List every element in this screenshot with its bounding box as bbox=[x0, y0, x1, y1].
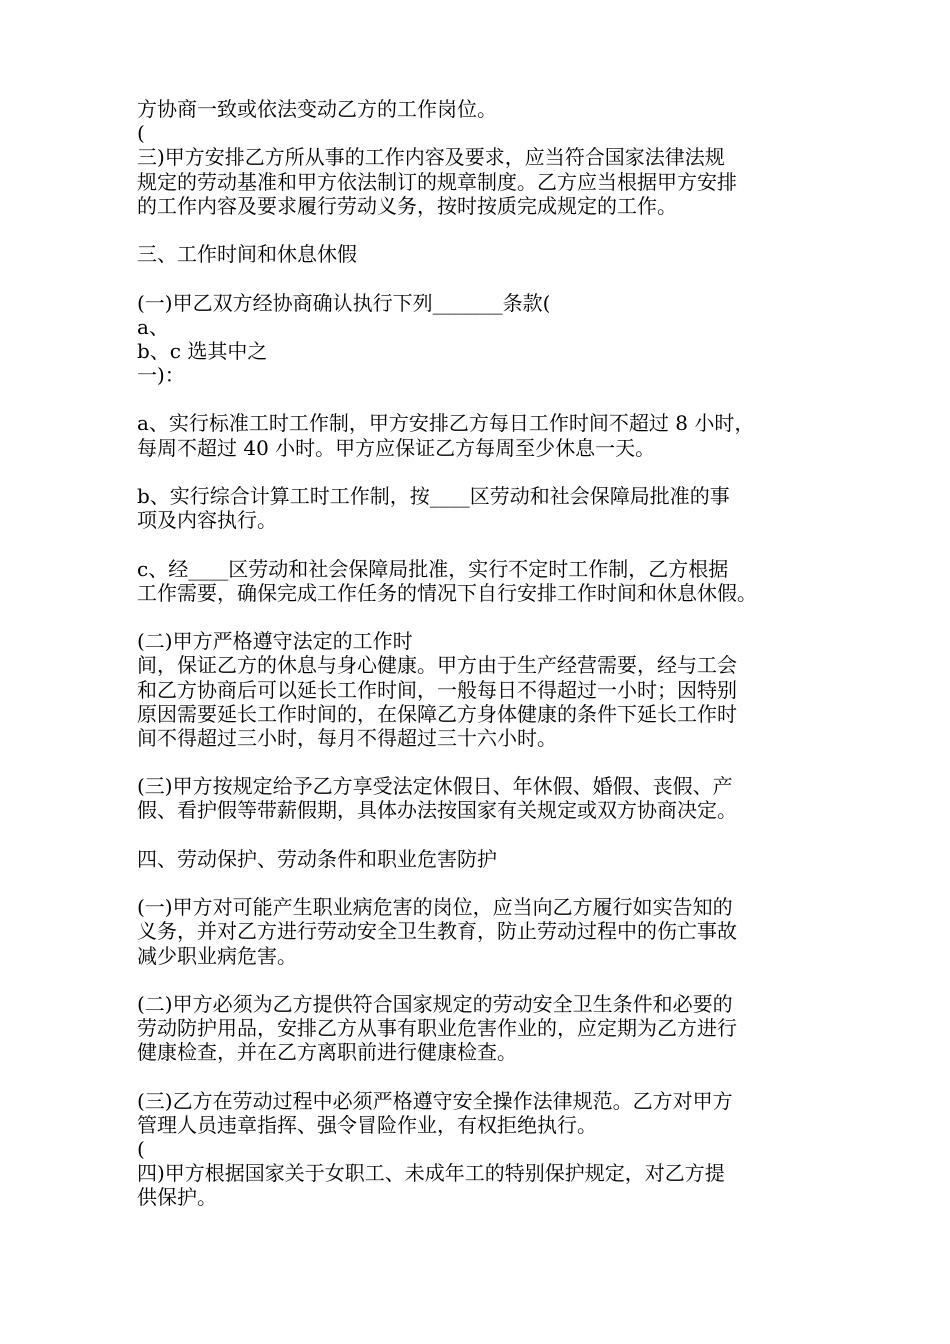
paragraph-safety-rules bbox=[137, 1089, 837, 1210]
paragraph-overtime bbox=[137, 629, 837, 750]
text-line: (一)甲方对可能产生职业病危害的岗位，应当向乙方履行如实告知的 bbox=[137, 895, 733, 920]
paragraph-option-a bbox=[137, 411, 837, 459]
text-line: (三)乙方在劳动过程中必须严格遵守安全操作法律规范。乙方对甲方 bbox=[137, 1088, 733, 1113]
text-line: 间，保证乙方的休息与身心健康。甲方由于生产经营需要，经与工会 bbox=[137, 653, 737, 678]
text-line: 健康检查，并在乙方离职前进行健康检查。 bbox=[137, 1040, 517, 1065]
text-line: 间不得超过三小时，每月不得超过三十六小时。 bbox=[137, 725, 557, 750]
text-line: 每周不超过 40 小时。甲方应保证乙方每周至少休息一天。 bbox=[137, 435, 656, 460]
text-line: a、实行标准工时工作制，甲方安排乙方每日工作时间不超过 8 小时， bbox=[137, 411, 755, 436]
text-line: (二)甲方严格遵守法定的工作时 bbox=[137, 629, 413, 654]
paragraph-paid-leave bbox=[137, 774, 837, 822]
text-line: 原因需要延长工作时间的，在保障乙方身体健康的条件下延长工作时 bbox=[137, 701, 737, 726]
text-line: 一)： bbox=[137, 363, 185, 388]
text-line: 规定的劳动基准和甲方依法制订的规章制度。乙方应当根据甲方安排 bbox=[137, 169, 737, 194]
paragraph-option-b bbox=[137, 484, 837, 532]
text-line: b、c 选其中之 bbox=[137, 338, 268, 363]
text-line: 劳动防护用品，安排乙方从事有职业危害作业的，应定期为乙方进行 bbox=[137, 1016, 737, 1041]
paragraph-clause-choice bbox=[137, 291, 837, 388]
text-line: c、经____区劳动和社会保障局批准，实行不定时工作制，乙方根据 bbox=[137, 556, 729, 581]
paragraph-job-content bbox=[137, 97, 837, 218]
text-line: 供保护。 bbox=[137, 1185, 217, 1210]
section-heading-working-hours bbox=[137, 242, 837, 266]
text-line: ( bbox=[137, 1137, 145, 1162]
paragraph-safety-conditions bbox=[137, 992, 837, 1065]
text-line: 假、看护假等带薪假期，具体办法按国家有关规定或双方协商决定。 bbox=[137, 798, 737, 823]
text-line: 的工作内容及要求履行劳动义务，按时按质完成规定的工作。 bbox=[137, 193, 677, 218]
text-line: b、实行综合计算工时工作制，按____区劳动和社会保障局批准的事 bbox=[137, 484, 730, 508]
section-heading: 四、劳动保护、劳动条件和职业危害防护 bbox=[137, 846, 497, 871]
text-line: 四)甲方根据国家关于女职工、未成年工的特别保护规定，对乙方提 bbox=[137, 1161, 725, 1186]
text-line: 项及内容执行。 bbox=[137, 508, 277, 533]
text-line: (一)甲乙双方经协商确认执行下列_______条款( bbox=[137, 290, 551, 315]
text-line: (三)甲方按规定给予乙方享受法定休假日、年休假、婚假、丧假、产 bbox=[137, 774, 733, 799]
text-line: a、 bbox=[137, 314, 169, 339]
text-line: ( bbox=[137, 121, 145, 146]
paragraph-option-c bbox=[137, 557, 837, 605]
section-heading-labor-protection bbox=[137, 847, 837, 871]
text-line: 和乙方协商后可以延长工作时间，一般每日不得超过一小时；因特别 bbox=[137, 677, 737, 702]
text-line: 工作需要，确保完成工作任务的情况下自行安排工作时间和休息休假。 bbox=[137, 580, 757, 605]
paragraph-occupational-hazard bbox=[137, 895, 837, 968]
document-page bbox=[137, 97, 837, 1210]
text-line: (二)甲方必须为乙方提供符合国家规定的劳动安全卫生条件和必要的 bbox=[137, 991, 733, 1016]
text-line: 义务，并对乙方进行劳动安全卫生教育，防止劳动过程中的伤亡事故 bbox=[137, 919, 737, 944]
text-line: 方协商一致或依法变动乙方的工作岗位。 bbox=[137, 97, 497, 121]
text-line: 减少职业病危害。 bbox=[137, 943, 297, 968]
text-line: 管理人员违章指挥、强令冒险作业，有权拒绝执行。 bbox=[137, 1112, 597, 1137]
section-heading: 三、工作时间和休息休假 bbox=[137, 242, 357, 267]
text-line: 三)甲方安排乙方所从事的工作内容及要求，应当符合国家法律法规 bbox=[137, 145, 725, 170]
